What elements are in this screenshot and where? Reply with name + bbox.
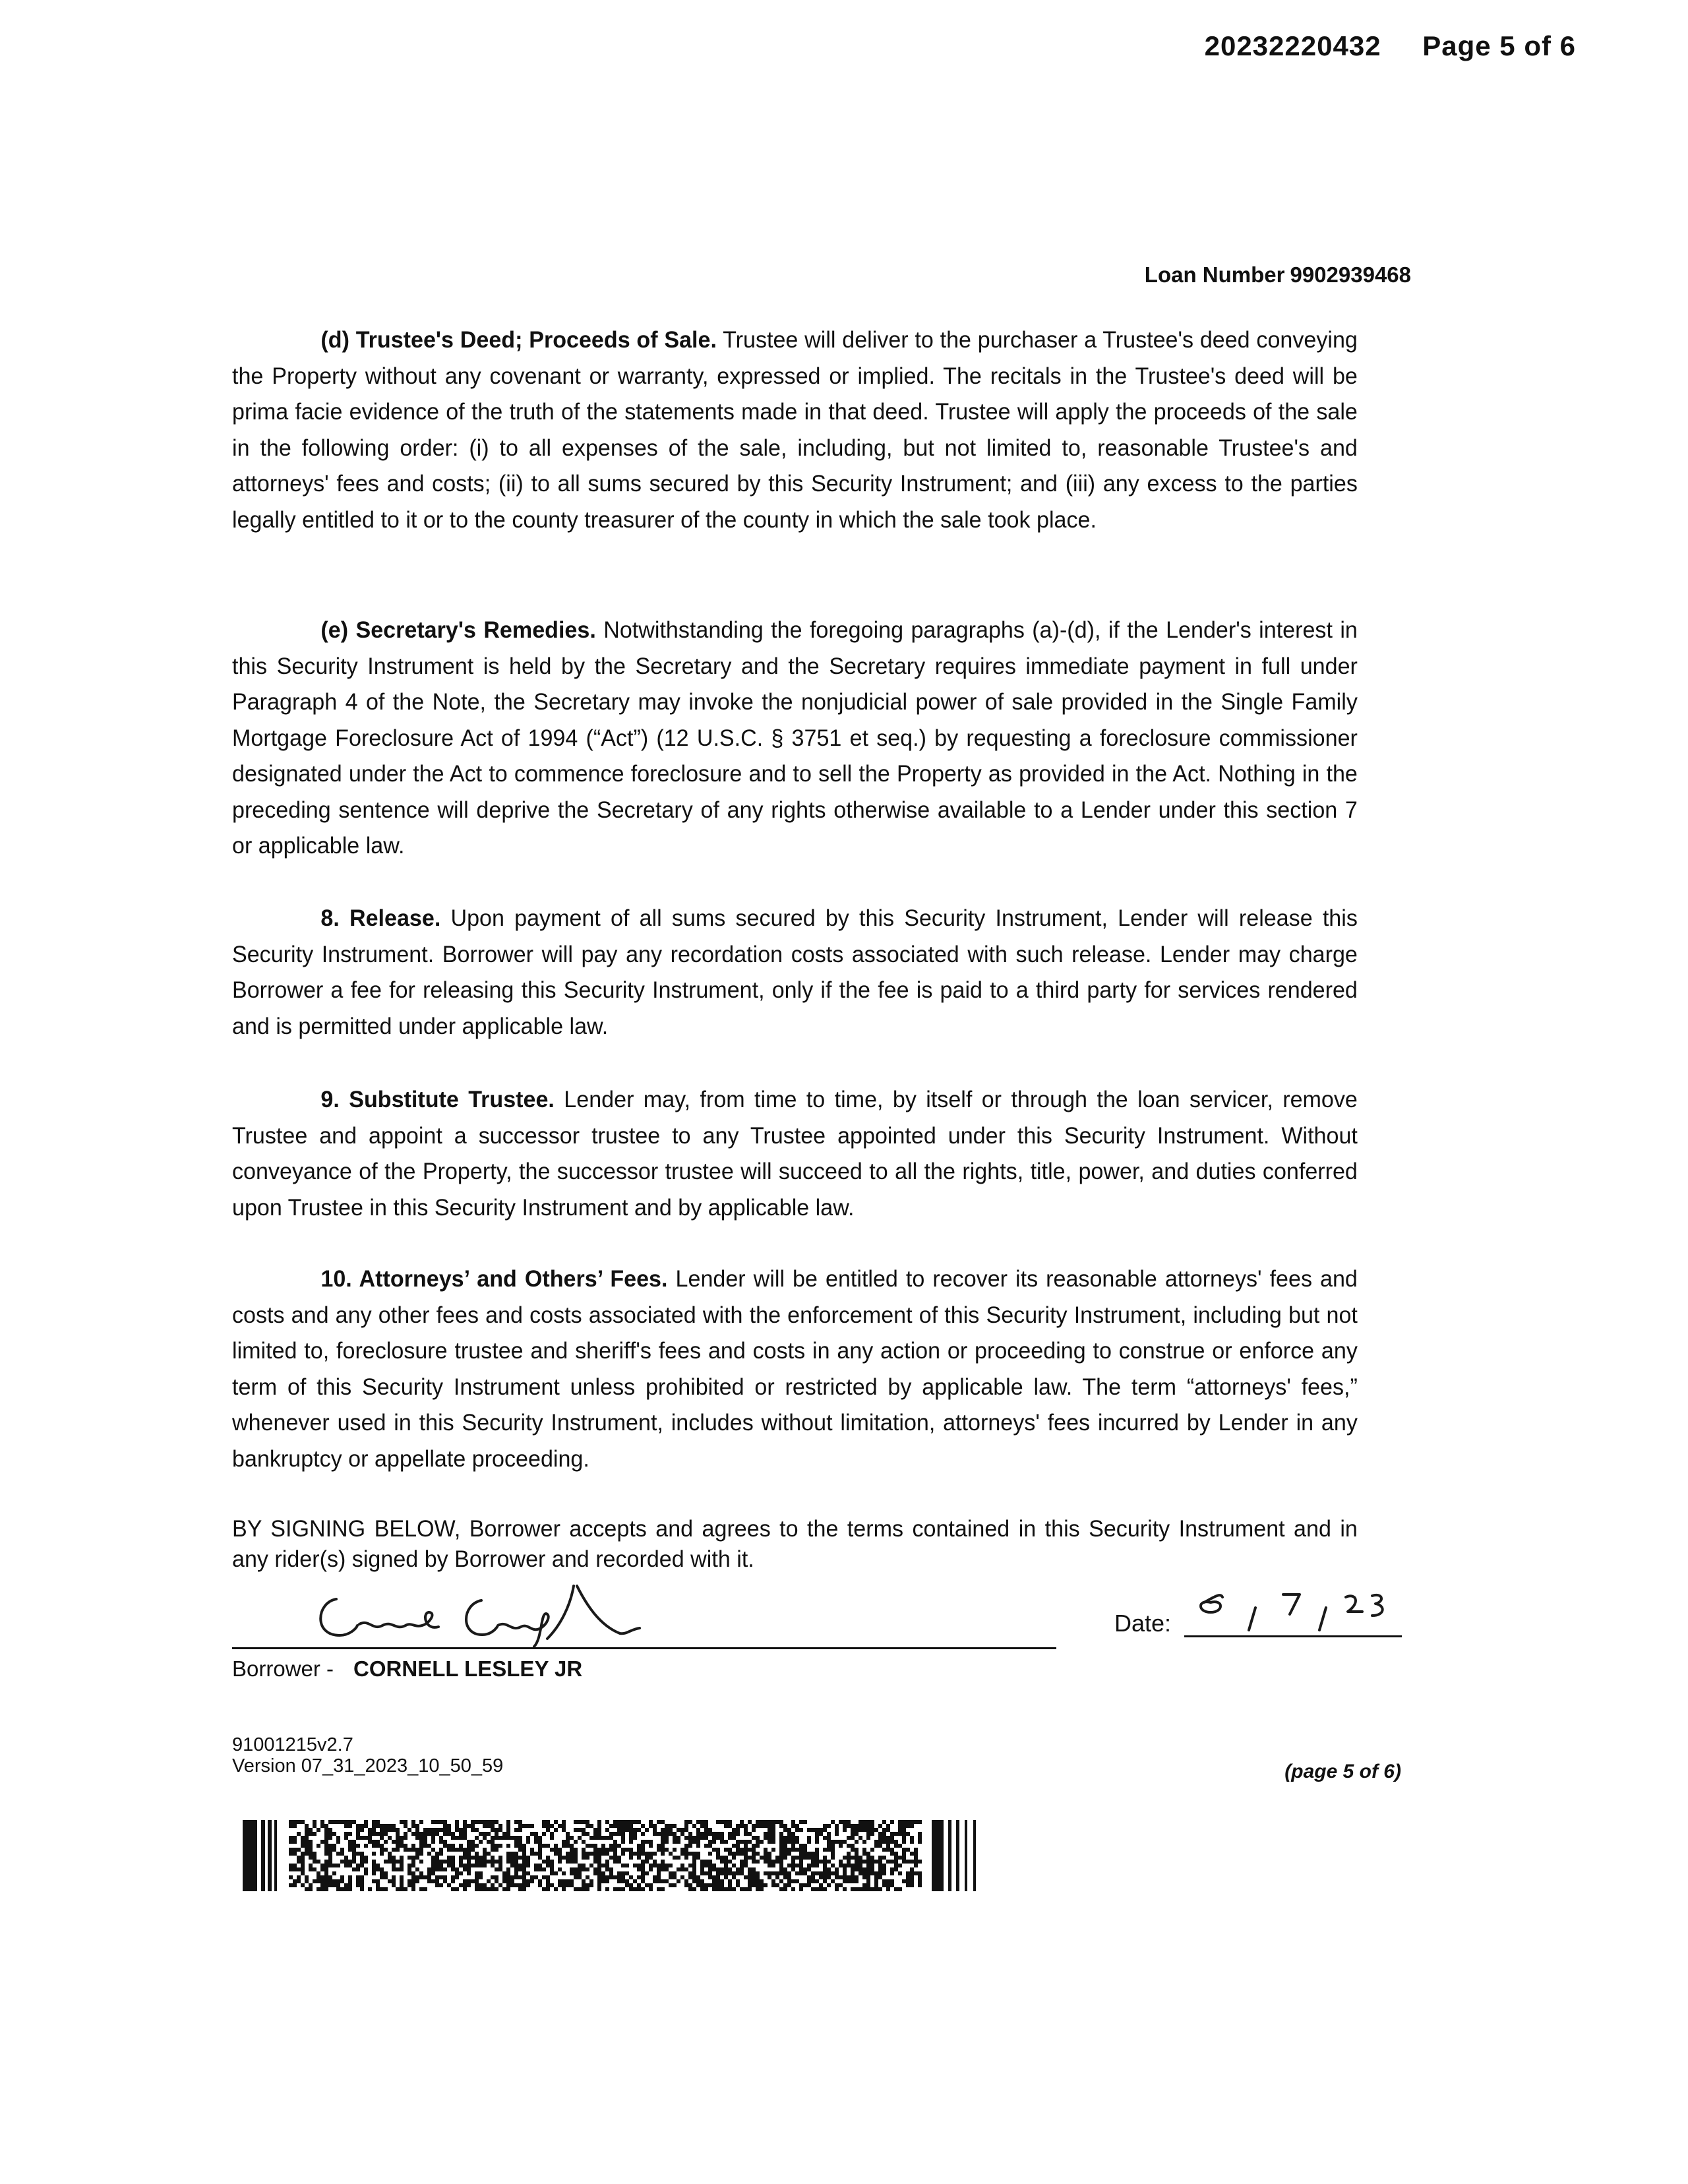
date-line [1184,1609,1402,1637]
loan-number [1145,262,1411,288]
paragraph-heading: (e) Secretary's Remedies. [320,617,596,643]
paragraph-heading: 9. Substitute Trustee. [320,1086,555,1112]
borrower-label [232,1656,582,1682]
paragraph-attorneys-fees [232,1261,1358,1476]
date-label: Date: [1114,1610,1172,1637]
borrower-name: CORNELL LESLEY JR [353,1656,583,1681]
signature-line [232,1647,1056,1649]
paragraph-text: Notwithstanding the foregoing paragraphs (a)-(d), if the Lender's interest in this Security Instrument is held by the Secretary and the Secretary requires immediate payment in full under Paragraph 4 of the Note, the Secretary may invoke the nonjudicial power of sale provided in the Single Family Mortgage Foreclosure Act of 1994 (“Act”) (12 U.S.C. § 3751 et seq.) by requesting a foreclosure commissioner designated under the Act to commence foreclosure and to sell the Property as provided in the Act. Nothing in the preceding sentence will deprive the Secretary of any rights otherwise available to a Lender under this section 7 or applicable law. [232,617,1358,859]
header-stamp [1205,30,1576,62]
paragraph-heading: 10. Attorneys’ and Others’ Fees. [320,1265,668,1292]
paragraph-text: Lender will be entitled to recover its reasonable attorneys' fees and costs and any other fees and costs associated with the enforcement of this Security Instrument, including but not limited to, foreclosure trustee and sheriff's fees and costs in any action or proceeding to construe or enforce any term of this Security Instrument unless prohibited or restricted by applicable law. The term “attorneys' fees,” whenever used in this Security Instrument, includes without limitation, attorneys' fees incurred by Lender in any bankruptcy or appellate proceeding. [232,1265,1358,1472]
paragraph-text: Upon payment of all sums secured by this Security Instrument, Lender will release this Security Instrument. Borrower will pay any recordation costs associated with such release. Lender may charge Borrower a fee for releasing this Security Instrument, only if the fee is paid to a third party for services rendered and is permitted under applicable law. [232,905,1358,1039]
page-of-indicator: (page 5 of 6) [1284,1761,1401,1782]
form-identifier [232,1734,503,1776]
borrower-signature [310,1573,679,1655]
date-field [1114,1609,1402,1637]
barcode [243,1820,981,1895]
paragraph-trustees-deed [232,322,1358,537]
loan-number-value: 9902939468 [1290,262,1411,287]
paragraph-heading: (d) Trustee's Deed; Proceeds of Sale. [320,326,717,353]
signing-statement: BY SIGNING BELOW, Borrower accepts and agrees to the terms contained in this Security Instrument and in any rider(s) signed by Borrower and recorded with it. [232,1515,1358,1572]
paragraph-secretarys-remedies [232,612,1358,864]
handwritten-date [1184,1583,1402,1635]
form-id: 91001215v2.7 [232,1734,353,1755]
loan-number-label: Loan Number [1144,262,1285,287]
form-version: Version 07_31_2023_10_50_59 [232,1755,504,1776]
paragraph-heading: 8. Release. [320,905,441,931]
paragraph-substitute-trustee [232,1081,1358,1225]
document-number: 20232220432 [1204,30,1381,61]
paragraph-release [232,900,1358,1044]
paragraph-text: Trustee will deliver to the purchaser a Trustee's deed conveying the Property without any covenant or warranty, expressed or implied. The recitals in the Trustee's deed will be prima facie evidence of the truth of the statements made in that deed. Trustee will apply the proceeds of the sale in the following order: (i) to all expenses of the sale, including, but not limited to, reasonable Trustee's and attorneys' fees and costs; (ii) to all sums secured by this Security Instrument; and (iii) any excess to the parties legally entitled to it or to the county treasurer of the county in which the sale took place. [232,326,1358,533]
borrower-role: Borrower - [232,1656,334,1681]
paragraph-text: Lender may, from time to time, by itself or through the loan servicer, remove Trustee and appoint a successor trustee to any Trustee appointed under this Security Instrument. Without conveyance of the Property, the successor trustee will succeed to all the rights, title, power, and duties conferred upon Trustee in this Security Instrument and by applicable law. [232,1086,1358,1221]
page-label: Page 5 of 6 [1422,30,1576,61]
